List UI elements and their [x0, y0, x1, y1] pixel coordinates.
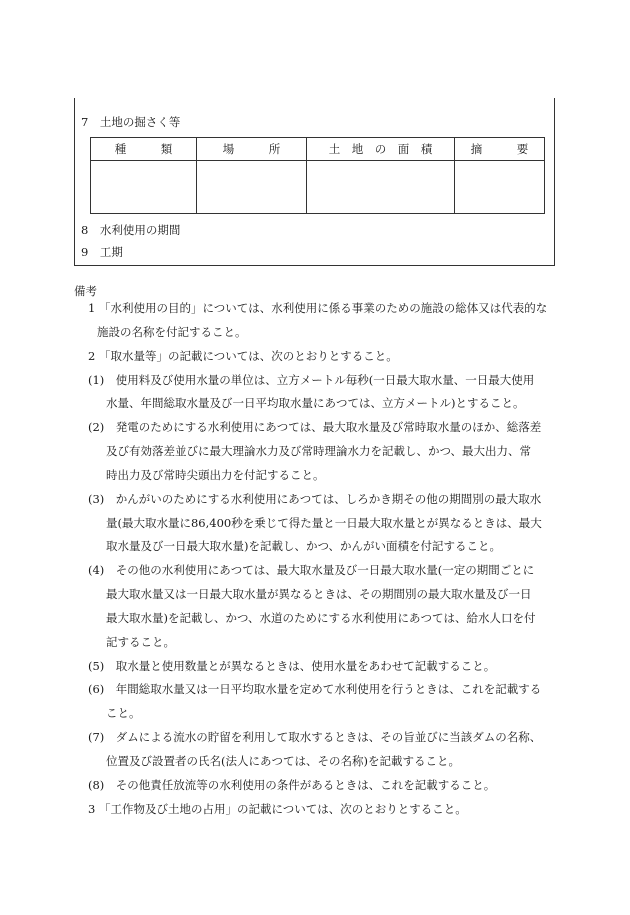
remark-line: (4) その他の水利使用にあつては、最大取水量及び一日最大取水量(一定の期間ごとに [88, 563, 535, 577]
remarks-title: 備考 [74, 284, 97, 298]
remark-line: (7) ダムによる流水の貯留を利用して取水するときは、その旨並びに当該ダムの名称、 [88, 730, 542, 744]
remark-line: 時出力及び常時尖頭出力を付記すること。 [106, 468, 325, 482]
remark-line: 及び有効落差並びに最大理論水力及び常時理論水力を記載し、かつ、最大出力、常 [106, 444, 532, 458]
section-construction: 9 工期 [81, 245, 123, 259]
section-land-excavation: 7 土地の掘さく等 [81, 115, 181, 129]
remark-line: 水量、年間総取水量及び一日平均取水量にあつては、立方メートル)とすること。 [106, 396, 525, 410]
remark-line: (3) かんがいのためにする水利使用にあつては、しろかき期その他の期間別の最大取水 [88, 492, 542, 506]
land-excavation-table [90, 137, 545, 214]
remark-line: 施設の名称を付記すること。 [97, 325, 247, 339]
remark-line: 取水量及び一日最大取水量)を記載し、かつ、かんがい面積を付記すること。 [106, 539, 502, 553]
cell-type [91, 161, 197, 214]
remark-line: (6) 年間総取水量又は一日平均取水量を定めて水利使用を行うときは、これを記載する [88, 682, 542, 696]
table-row [91, 161, 545, 214]
remark-line: (5) 取水量と使用数量とが異なるときは、使用水量をあわせて記載すること。 [88, 659, 496, 673]
remark-line: こと。 [106, 706, 141, 720]
remark-line: (1) 使用料及び使用水量の単位は、立方メートル毎秒(一日最大取水量、一日最大使用 [88, 373, 535, 387]
remark-line: 最大取水量又は一日最大取水量が異なるときは、その期間別の最大取水量及び一日 [106, 587, 532, 601]
remark-line: 1 「水利使用の目的」については、水利使用に係る事業のための施設の総体又は代表的な [88, 301, 548, 315]
header-land-area: 土 地 の 面 積 [307, 138, 455, 161]
cell-remarks [455, 161, 545, 214]
section-period: 8 水利使用の期間 [81, 223, 181, 237]
remark-line: 3 「工作物及び土地の占用」の記載については、次のとおりとすること。 [88, 802, 467, 816]
remark-line: (2) 発電のためにする水利使用にあつては、最大取水量及び常時取水量のほか、総落差 [88, 420, 542, 434]
remark-line: 記すること。 [106, 635, 175, 649]
header-location: 場 所 [197, 138, 307, 161]
remark-line: 2 「取水量等」の記載については、次のとおりとすること。 [88, 349, 398, 363]
remark-line: (8) その他責任放流等の水利使用の条件があるときは、これを記載すること。 [88, 778, 496, 792]
remark-line: 量(最大取水量に86,400秒を乗じて得た量と一日最大取水量とが異なるときは、最大 [106, 516, 542, 530]
table-header-row [91, 138, 545, 161]
header-remarks: 摘 要 [455, 138, 545, 161]
remark-line: 位置及び設置者の氏名(法人にあつては、その名称)を記載すること。 [106, 754, 460, 768]
header-type: 種 類 [91, 138, 197, 161]
remark-line: 最大取水量)を記載し、かつ、水道のためにする水利使用にあつては、給水人口を付 [106, 611, 536, 625]
cell-location [197, 161, 307, 214]
cell-land-area [307, 161, 455, 214]
